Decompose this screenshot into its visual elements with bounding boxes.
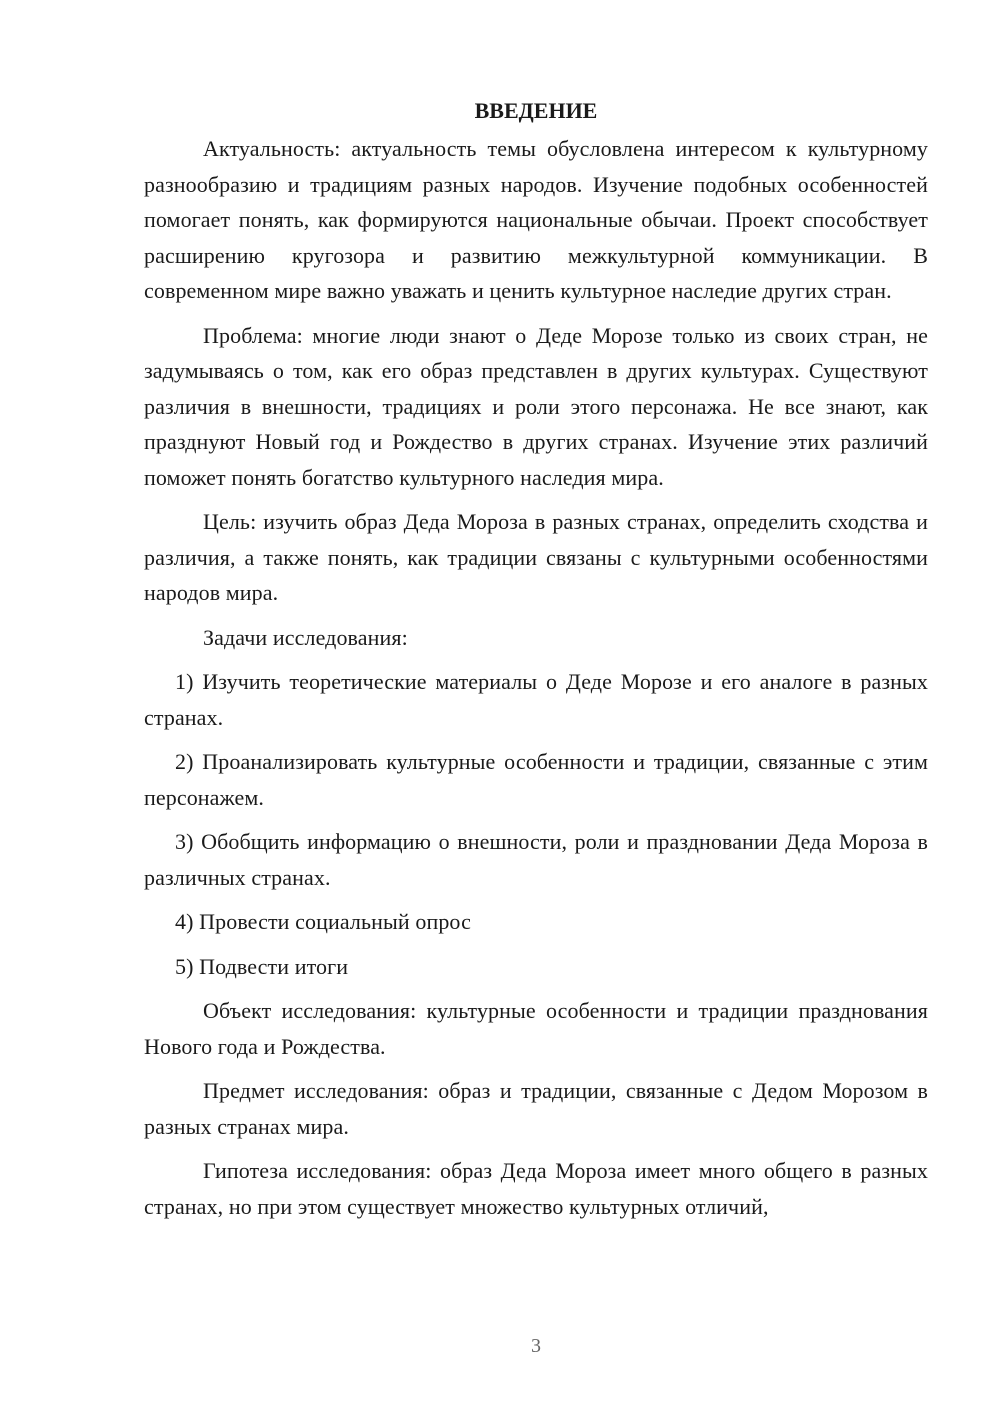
paragraph-relevance: Актуальность: актуальность темы обусловлена интересом к культурному разнообразию и традициям разных народов. Изучение подобных особенностей помогает понять, как формируются национальные обычаи. Проект способствует расширению кругозора и развитию межкультурной коммуникации. В современном мире важно уважать и ценить культурное наследие других стран. xyxy=(144,136,928,303)
paragraph-object: Объект исследования: культурные особенности и традиции празднования Нового года и Рождества. xyxy=(144,998,928,1059)
task-item-3: 3) Обобщить информацию о внешности, роли и праздновании Деда Мороза в различных странах. xyxy=(144,829,928,890)
task-item-5: 5) Подвести итоги xyxy=(175,953,349,979)
task-item-1: 1) Изучить теоретические материалы о Деде Морозе и его аналоге в разных странах. xyxy=(144,669,928,730)
paragraph-hypothesis: Гипотеза исследования: образ Деда Мороза имеет много общего в разных странах, но при этом существует множество культурных отличий, xyxy=(144,1158,928,1219)
paragraph-tasks-heading: Задачи исследования: xyxy=(203,624,408,650)
task-item-2: 2) Проанализировать культурные особенности и традиции, связанные с этим персонажем. xyxy=(144,749,928,810)
page-title: ВВЕДЕНИЕ xyxy=(474,98,598,123)
page-number: 3 xyxy=(531,1335,541,1357)
paragraph-subject: Предмет исследования: образ и традиции, связанные с Дедом Морозом в разных странах мира. xyxy=(144,1078,928,1139)
document-page xyxy=(144,95,928,1233)
task-item-4: 4) Провести социальный опрос xyxy=(175,909,471,934)
paragraph-problem: Проблема: многие люди знают о Деде Морозе только из своих стран, не задумываясь о том, как его образ представлен в других культурах. Существуют различия в внешности, традициях и роли этого персонажа. Не все знают, как празднуют Новый год и Рождество в других странах. Изучение этих различий поможет понять богатство культурного наследия мира. xyxy=(144,322,928,490)
paragraph-goal: Цель: изучить образ Деда Мороза в разных странах, определить сходства и различия, а также понять, как традиции связаны с культурными особенностями народов мира. xyxy=(144,509,928,605)
